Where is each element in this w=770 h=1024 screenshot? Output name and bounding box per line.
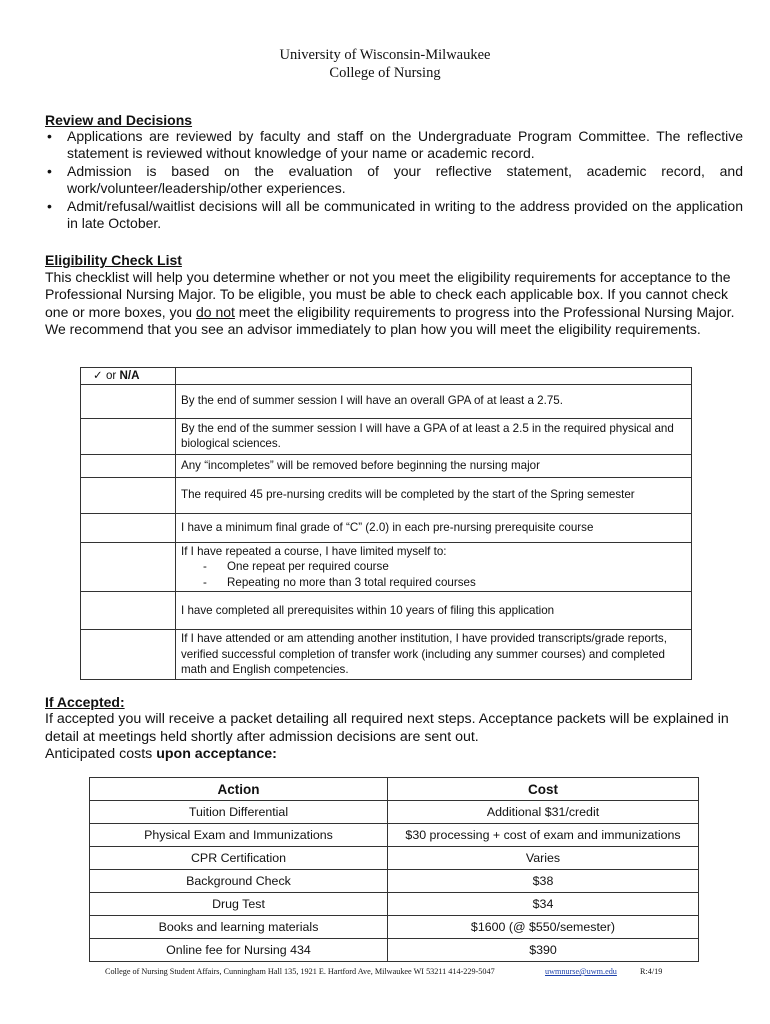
- review-bullet-item: • Admission is based on the evaluation of your reflective statement, academic record, and work/volunteer/leadership/other experiences.: [47, 162, 743, 197]
- cost-cell: $34: [388, 893, 699, 916]
- checklist-requirement: By the end of the summer session I will have a GPA of at least a 2.5 in the required physical and biological sciences.: [176, 418, 692, 454]
- cost-table-row: [90, 893, 699, 916]
- repeat-limit-item: - One repeat per required course: [203, 560, 389, 573]
- checklist-header-cell: ✓ or N/A: [81, 368, 176, 385]
- cost-cell: $38: [388, 870, 699, 893]
- college-name: College of Nursing: [329, 65, 441, 81]
- checklist-row: [81, 513, 692, 542]
- checklist-row: [81, 592, 692, 630]
- checklist-row: [81, 454, 692, 477]
- checklist-row: [81, 542, 692, 592]
- checklist-requirement: I have completed all prerequisites within 10 years of filing this application: [176, 592, 692, 630]
- cost-cell: $390: [388, 939, 699, 962]
- eligibility-section-title: Eligibility Check List: [45, 252, 182, 268]
- action-cell: Physical Exam and Immunizations: [90, 824, 388, 847]
- cost-cell: $1600 (@ $550/semester): [388, 916, 699, 939]
- checklist-box[interactable]: [81, 513, 176, 542]
- cost-column-header: Cost: [388, 778, 699, 801]
- checklist-requirement: If I have attended or am attending another institution, I have provided transcripts/grade reports, verified successful completion of transfer work (including any summer courses) and completed math and English competencies.: [176, 630, 692, 680]
- checklist-row: [81, 477, 692, 513]
- action-cell: CPR Certification: [90, 847, 388, 870]
- checklist-row: [81, 384, 692, 418]
- checklist-row: [81, 418, 692, 454]
- action-cell: Books and learning materials: [90, 916, 388, 939]
- action-cell: Drug Test: [90, 893, 388, 916]
- eligibility-intro: This checklist will help you determine whether or not you meet the eligibility requirements for acceptance to the Professional Nursing Major. To be eligible, you must be able to check each applicable box. If you cannot check one or more boxes, you do not meet the eligibility requirements to progress into the Professional Nursing Major. We recommend that you see an advisor immediately to plan how you will meet the eligibility requirements.: [45, 269, 735, 338]
- cost-cell: Varies: [388, 847, 699, 870]
- review-bullet-list: [45, 128, 743, 232]
- cost-table-row: [90, 824, 699, 847]
- checklist-box[interactable]: [81, 454, 176, 477]
- checklist-requirement: Any “incompletes” will be removed before beginning the nursing major: [176, 454, 692, 477]
- anticipated-costs-label: Anticipated costs upon acceptance:: [45, 746, 277, 762]
- checklist-box[interactable]: [81, 418, 176, 454]
- accepted-description: If accepted you will receive a packet detailing all required next steps. Acceptance packets will be explained in detail at meetings held shortly after admission decisions are sent out.: [45, 711, 729, 745]
- footer-email-link[interactable]: uwmnurse@uwm.edu: [545, 967, 617, 976]
- cost-cell: Additional $31/credit: [388, 801, 699, 824]
- cost-table-header-row: [90, 778, 699, 801]
- checklist-box[interactable]: [81, 592, 176, 630]
- checkmark-icon: ✓: [93, 369, 103, 382]
- cost-table-row: [90, 847, 699, 870]
- checklist-requirement: The required 45 pre-nursing credits will be completed by the start of the Spring semester: [176, 477, 692, 513]
- action-cell: Online fee for Nursing 434: [90, 939, 388, 962]
- footer-revision: R:4/19: [640, 967, 663, 976]
- repeat-limits-list: [181, 559, 686, 590]
- review-bullet-item: • Applications are reviewed by faculty and staff on the Undergraduate Program Committee. The reflective statement is reviewed without knowledge of your name or academic record.: [47, 128, 743, 162]
- checklist-box[interactable]: [81, 384, 176, 418]
- checklist-requirement: By the end of summer session I will have an overall GPA of at least a 2.75.: [176, 384, 692, 418]
- checklist-header-row: [81, 368, 692, 385]
- review-section-title: Review and Decisions: [45, 112, 193, 128]
- checklist-box[interactable]: [81, 630, 176, 680]
- cost-table-row: [90, 916, 699, 939]
- checklist-requirement: I have a minimum final grade of “C” (2.0) in each pre-nursing prerequisite course: [176, 513, 692, 542]
- cost-table-row: [90, 870, 699, 893]
- checklist-box[interactable]: [81, 477, 176, 513]
- university-name: University of Wisconsin-Milwaukee: [279, 47, 491, 63]
- checklist-header-blank: [176, 368, 692, 385]
- eligibility-checklist-table: [80, 367, 692, 680]
- accepted-section-title: If Accepted:: [45, 694, 125, 710]
- checklist-box[interactable]: [81, 542, 176, 592]
- action-cell: Background Check: [90, 870, 388, 893]
- review-bullet-item: • Admit/refusal/waitlist decisions will all be communicated in writing to the address provided on the application in late October.: [47, 197, 743, 232]
- cost-table-row: [90, 801, 699, 824]
- checklist-requirement: If I have repeated a course, I have limited myself to: - One repeat per required course - Repeating no more than 3 total required courses: [176, 542, 692, 592]
- repeat-limit-item: - Repeating no more than 3 total required courses: [203, 575, 476, 589]
- cost-table-row: [90, 939, 699, 962]
- checklist-row: [81, 630, 692, 680]
- footer-address: College of Nursing Student Affairs, Cunningham Hall 135, 1921 E. Hartford Ave, Milwaukee WI 53211 414-229-5047: [105, 967, 495, 976]
- action-column-header: Action: [90, 778, 388, 801]
- cost-table: [89, 777, 699, 962]
- action-cell: Tuition Differential: [90, 801, 388, 824]
- cost-cell: $30 processing + cost of exam and immunizations: [388, 824, 699, 847]
